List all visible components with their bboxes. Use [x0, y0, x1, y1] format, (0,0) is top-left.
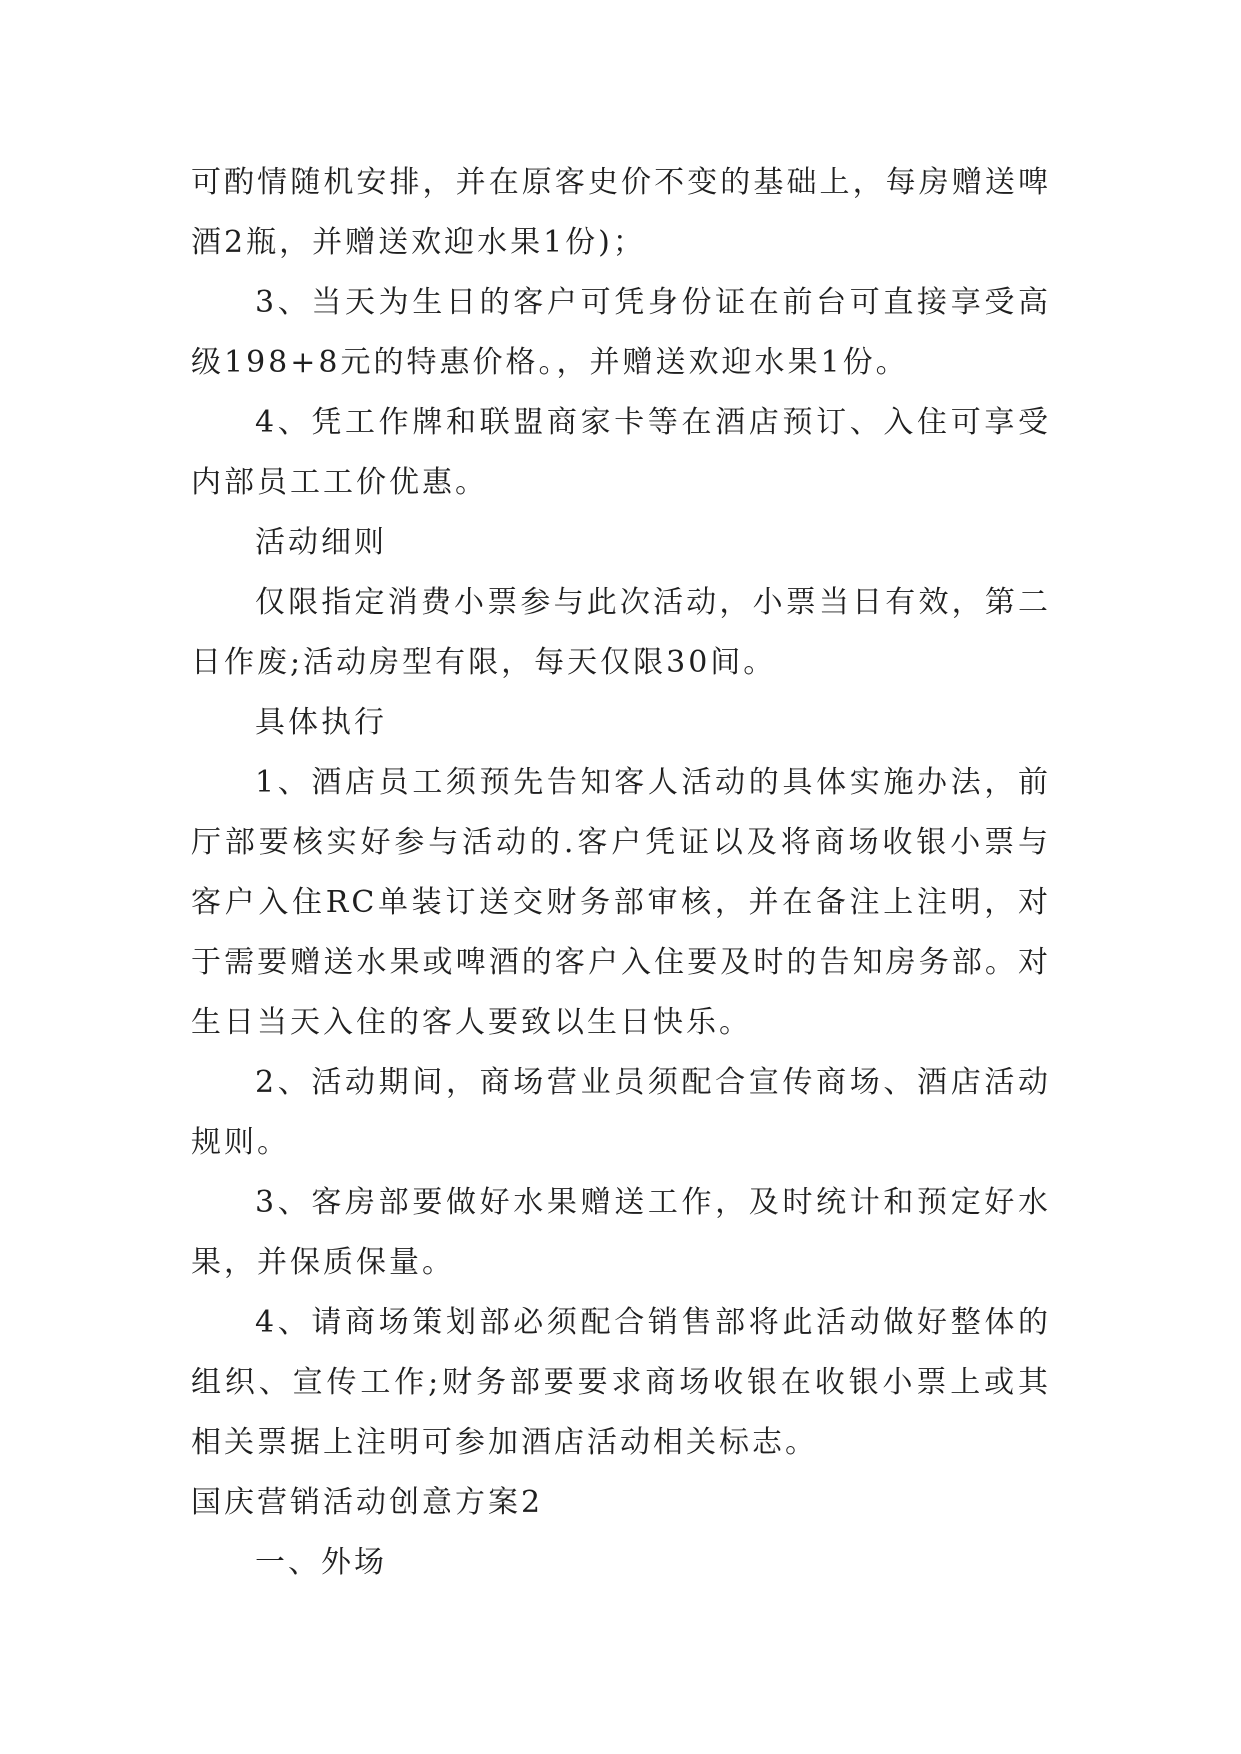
- heading-execution: 具体执行: [255, 705, 387, 740]
- paragraph-item-4-staff: 4、凭工作牌和联盟商家卡等在酒店预订、入住可享受内部员工工价优惠。: [191, 405, 1051, 500]
- section-title: 国庆营销活动创意方案2: [191, 1485, 544, 1520]
- heading-activity-rules: 活动细则: [255, 525, 387, 560]
- section-subheading: 一、外场: [255, 1545, 387, 1580]
- paragraph-continuation: 可酌情随机安排，并在原客史价不变的基础上，每房赠送啤酒2瓶，并赠送欢迎水果1份)；: [191, 165, 1051, 260]
- paragraph-execution-4: 4、请商场策划部必须配合销售部将此活动做好整体的组织、宣传工作;财务部要要求商场收银在收银小票上或其相关票据上注明可参加酒店活动相关标志。: [191, 1305, 1051, 1460]
- paragraph-activity-rules: 仅限指定消费小票参与此次活动，小票当日有效，第二日作废;活动房型有限，每天仅限30间。: [191, 585, 1051, 680]
- document-body: [191, 153, 1051, 1593]
- paragraph-execution-1: 1、酒店员工须预先告知客人活动的具体实施办法，前厅部要核实好参与活动的.客户凭证以及将商场收银小票与客户入住RC单装订送交财务部审核，并在备注上注明，对于需要赠送水果或啤酒的客户入住要及时的告知房务部。对生日当天入住的客人要致以生日快乐。: [191, 765, 1051, 1040]
- paragraph-execution-2: 2、活动期间，商场营业员须配合宣传商场、酒店活动规则。: [191, 1065, 1051, 1160]
- paragraph-item-3-birthday: 3、当天为生日的客户可凭身份证在前台可直接享受高级198+8元的特惠价格。，并赠送欢迎水果1份。: [191, 285, 1051, 380]
- paragraph-execution-3: 3、客房部要做好水果赠送工作，及时统计和预定好水果，并保质保量。: [191, 1185, 1051, 1280]
